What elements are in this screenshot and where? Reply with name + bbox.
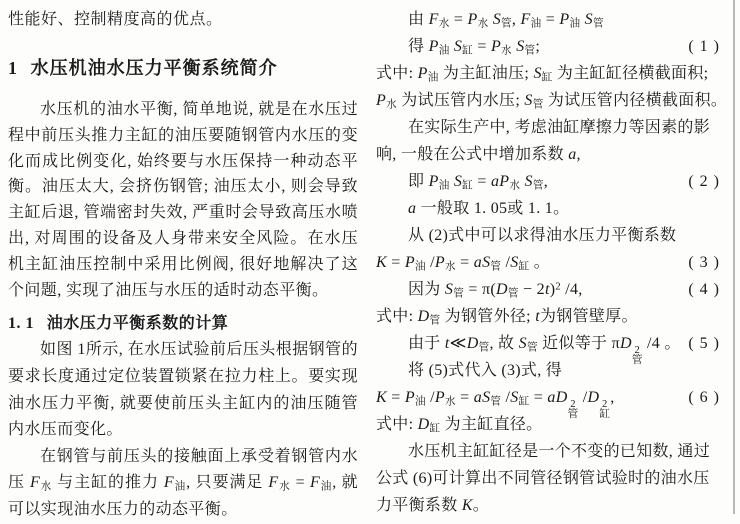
subsection-title: 油水压力平衡系数的计算 <box>46 315 229 333</box>
section-heading <box>8 54 358 80</box>
text-line <box>376 465 726 492</box>
text-line <box>376 87 726 114</box>
equation-number: ( 6 ) <box>688 389 720 406</box>
equation-line <box>376 33 726 60</box>
line-content: 力平衡系数 K。 <box>376 497 490 514</box>
paragraph-setup: 如图 1所示, 在水压试验前后压头根据钢管的要求长度通过定位装置锁紧在拉力柱上。要实现油水压力平衡, 就要使前压头主缸内的油压随管内水压而变化。 <box>8 341 358 439</box>
line-content: $P_水$ 为试压管内水压; $S_管$ 为试压管内径横截面积。 <box>376 92 728 111</box>
text-line <box>376 60 726 87</box>
equation-line <box>376 384 726 420</box>
line-content: 即 $P_油$ $S_缸 = aP_水$ $S_管$, <box>408 173 548 192</box>
equation-number: ( 1 ) <box>688 38 720 55</box>
line-content: 由于 $t≪D_管$, 故 $S_管$ 近似等于 πD 2 管 /4 。 <box>408 335 681 366</box>
section-title: 水压机油水压力平衡系统简介 <box>30 58 278 78</box>
line-content: 因为 $S_管 = \pi(D_管 - 2t)^2$ /4, <box>408 281 583 300</box>
equation-number: ( 5 ) <box>688 335 720 352</box>
section-number: 1 <box>8 58 18 78</box>
text-line <box>376 492 726 519</box>
line-content: 式中: $P_油$ 为主缸油压; $S_缸$ 为主缸缸径横截面积; <box>376 65 709 84</box>
stacked-subsup: 2 管 <box>567 398 579 420</box>
equation-number: ( 3 ) <box>688 254 720 271</box>
text-line <box>376 438 726 465</box>
page-edge-rule <box>733 0 735 514</box>
equation-line <box>376 276 726 303</box>
line-content: 公式 (6)可计算出不同管径钢管试验时的油水压 <box>376 470 710 487</box>
line-content: 从 (2)式中可以求得油水压力平衡系数 <box>408 227 677 244</box>
equation-number: ( 4 ) <box>688 281 720 298</box>
line-content: $K = P_油$ $/P_水 = aS_管$ $/S_缸$ 。 <box>376 254 551 273</box>
stacked-subsup: 2 管 <box>631 344 643 366</box>
equation-line <box>376 168 726 195</box>
line-content: 在实际生产中, 考虑油缸摩擦力等因素的影 <box>408 119 711 136</box>
formula-lines <box>376 6 726 519</box>
text-line <box>376 141 726 168</box>
line-content: 由 $F_水 = P_水$ $S_管$, $F_油 = P_油$ $S_管$ <box>408 11 604 30</box>
line-content: 式中: $D_缸$ 为主缸直径。 <box>376 416 543 435</box>
line-content: 将 (5)式代入 (3)式, 得 <box>408 362 563 379</box>
subsection-number: 1. 1 <box>8 315 34 333</box>
opening-line: 性能好、控制精度高的优点。 <box>8 11 223 28</box>
text-line <box>376 6 726 33</box>
stacked-subsup: 2 缸 <box>599 398 611 420</box>
text-line <box>376 114 726 141</box>
line-content: a 一般取 1. 05或 1. 1。 <box>408 200 570 217</box>
text-line <box>376 303 726 330</box>
line-content: 得 $P_油$ $S_缸 = P_水$ $S_管$; <box>408 38 541 57</box>
equation-line <box>376 330 726 366</box>
line-content: 式中: $D_管$ 为钢管外径; t为钢管壁厚。 <box>376 308 638 327</box>
equation-number: ( 2 ) <box>688 173 720 190</box>
left-column <box>8 6 358 524</box>
line-content: 水压机主缸缸径是一个不变的已知数, 通过 <box>408 443 711 460</box>
paragraph-intro: 水压机的油水平衡, 简单地说, 就是在水压过程中前压头推力主缸的油压要随钢管内水压的变化而成比例变化, 始终要与水压保持一种动态平衡。油压太大, 会挤伤钢管; 油压太小, 则会导致主缸后退, 管端密封失效, 严重时会导致高压水喷出, 对周围的设备及人身带来安全风险。在水压机主缸油压控制中采用比例阀, 很好地解决了这个问题, 实现了油压与水压的适时动态平衡。 <box>8 101 358 299</box>
text-line <box>376 195 726 222</box>
right-column <box>376 6 726 519</box>
paragraph-force-balance: 在钢管与前压头的接触面上承受着钢管内水压 $F_水$ 与主缸的推力 $F_油$, 只要满足 $F_水 = F_油$, 就可以实现油水压力的动态平衡。 <box>8 447 358 518</box>
subsection-heading <box>8 310 358 333</box>
text-line <box>376 222 726 249</box>
line-content: 响, 一般在公式中增加系数 a, <box>376 146 581 163</box>
equation-line <box>376 249 726 276</box>
line-content: $K = P_油$ $/P_水 = aS_管$ $/S_缸$ = aD 2 管 /D 2 缸 , <box>376 389 615 420</box>
